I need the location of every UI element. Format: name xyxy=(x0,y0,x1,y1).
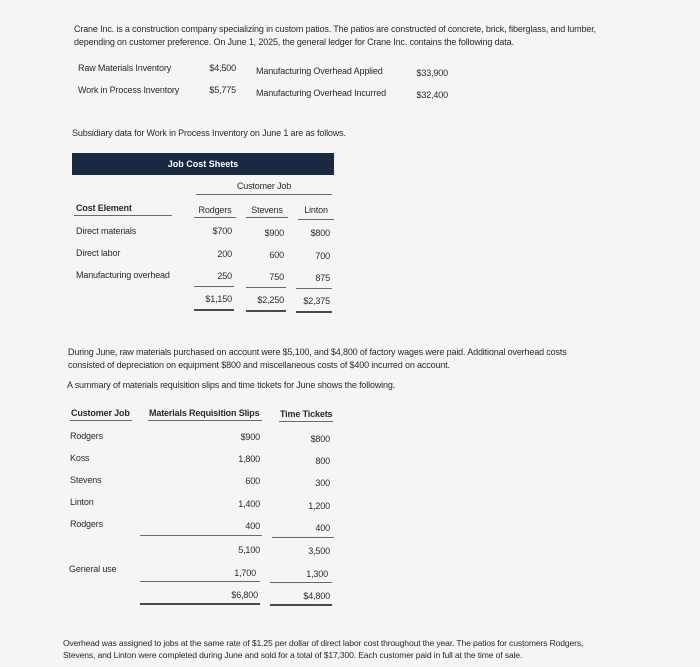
req-time-2: 800 xyxy=(315,456,330,466)
req-materials-2: 1,800 xyxy=(238,454,260,464)
total-stevens: $2,250 xyxy=(257,295,284,305)
double-rule-rodgers xyxy=(194,309,234,311)
total-rule-stevens xyxy=(246,287,286,288)
ledger-label-overhead-incurred: Manufacturing Overhead Incurred xyxy=(256,88,386,98)
req-header-customer-job: Customer Job xyxy=(71,408,130,418)
customer-job-header: Customer Job xyxy=(236,181,292,191)
req-general-time: 1,300 xyxy=(306,569,328,579)
req-materials-1: $900 xyxy=(240,432,260,442)
intro-paragraph: Crane Inc. is a construction company specializing in custom patios. The patios are constructed of concrete, brick, fiberglass, and lumber, depending on customer preference. On June 1, 2025, the general ledger for Crane Inc. contains the following data. xyxy=(74,24,596,47)
cell-overhead-stevens: 750 xyxy=(269,272,284,282)
req-time-1: $800 xyxy=(310,434,330,444)
cell-overhead-linton: 875 xyxy=(315,273,330,283)
double-rule-linton xyxy=(296,311,332,313)
ledger-value-overhead-applied: $33,900 xyxy=(416,68,448,78)
ledger-value-overhead-incurred: $32,400 xyxy=(416,90,448,100)
cost-element-header: Cost Element xyxy=(76,203,132,213)
req-job-2: Koss xyxy=(70,453,90,463)
cell-labor-rodgers: 200 xyxy=(217,249,232,259)
req-materials-4: 1,400 xyxy=(238,499,260,509)
req-double-rule-materials xyxy=(140,603,260,605)
req-job-4: Linton xyxy=(70,497,94,507)
req-job-5: Rodgers xyxy=(70,519,103,529)
job-cost-header: Job Cost Sheets xyxy=(72,153,334,175)
req-double-rule-time xyxy=(270,604,332,606)
cell-materials-stevens: $900 xyxy=(264,228,284,238)
closing-paragraph: Overhead was assigned to jobs at the same rate of $1.25 per dollar of direct labor cost throughout the year. The patios for customers Rodgers, Stevens, and Linton were completed during June and sold for a total of $17,300. Each customer paid in full at the time of sale. xyxy=(63,638,584,660)
row-label-direct-labor: Direct labor xyxy=(76,248,121,258)
req-header-rule-materials xyxy=(148,420,262,421)
header-rule-linton xyxy=(298,219,334,220)
req-header-rule-job xyxy=(70,420,132,421)
req-time-4: 1,200 xyxy=(308,501,330,511)
total-rule-rodgers xyxy=(194,286,234,287)
col-header-linton: Linton xyxy=(304,205,328,215)
ledger-label-raw-materials: Raw Materials Inventory xyxy=(78,63,172,73)
customer-job-rule xyxy=(196,194,332,195)
ledger-value-wip: $5,775 xyxy=(209,85,236,95)
req-subtotal-rule-materials xyxy=(140,535,262,536)
req-general-materials: 1,700 xyxy=(234,568,256,578)
req-header-materials: Materials Requisition Slips xyxy=(149,408,260,418)
row-label-direct-materials: Direct materials xyxy=(76,226,137,236)
header-rule-stevens xyxy=(246,217,288,218)
header-rule-rodgers xyxy=(194,217,236,218)
col-header-stevens: Stevens xyxy=(251,205,283,215)
req-subtotal-materials: 5,100 xyxy=(238,545,260,555)
double-rule-stevens xyxy=(246,310,286,312)
req-total-rule-time xyxy=(270,582,332,583)
total-rule-linton xyxy=(296,288,332,289)
req-header-time: Time Tickets xyxy=(280,409,333,419)
col-header-rodgers: Rodgers xyxy=(198,205,232,215)
cell-labor-stevens: 600 xyxy=(269,250,284,260)
req-materials-3: 600 xyxy=(245,476,260,486)
summary-text: A summary of materials requisition slips and time tickets for June shows the following. xyxy=(67,380,396,390)
cell-materials-rodgers: $700 xyxy=(212,226,232,236)
ledger-label-overhead-applied: Manufacturing Overhead Applied xyxy=(256,66,383,76)
cell-labor-linton: 700 xyxy=(315,251,330,261)
req-total-materials: $6,800 xyxy=(231,590,258,600)
header-rule-element xyxy=(74,215,172,216)
req-job-3: Stevens xyxy=(70,475,102,485)
req-time-5: 400 xyxy=(315,523,330,533)
cell-materials-linton: $800 xyxy=(310,228,330,238)
june-paragraph: During June, raw materials purchased on account were $5,100, and $4,800 of factory wages were paid. Additional overhead costs consisted of depreciation on equipment $800 and miscellaneous costs of $400 incurred on account. xyxy=(68,347,567,370)
row-label-overhead: Manufacturing overhead xyxy=(76,270,170,280)
subsidiary-text: Subsidiary data for Work in Process Inventory on June 1 are as follows. xyxy=(72,128,346,138)
cell-overhead-rodgers: 250 xyxy=(217,271,232,281)
req-total-time: $4,800 xyxy=(303,591,330,601)
req-header-rule-time xyxy=(279,421,333,422)
ledger-label-wip: Work in Process Inventory xyxy=(78,85,180,95)
req-subtotal-time: 3,500 xyxy=(308,546,330,556)
req-time-3: 300 xyxy=(315,478,330,488)
req-materials-5: 400 xyxy=(245,521,260,531)
req-total-rule-materials xyxy=(140,581,260,582)
req-job-1: Rodgers xyxy=(70,431,103,441)
ledger-value-raw-materials: $4,500 xyxy=(209,63,236,73)
req-general-use-label: General use xyxy=(69,564,117,574)
total-linton: $2,375 xyxy=(303,296,330,306)
total-rodgers: $1,150 xyxy=(205,294,232,304)
req-subtotal-rule-time xyxy=(272,537,334,538)
